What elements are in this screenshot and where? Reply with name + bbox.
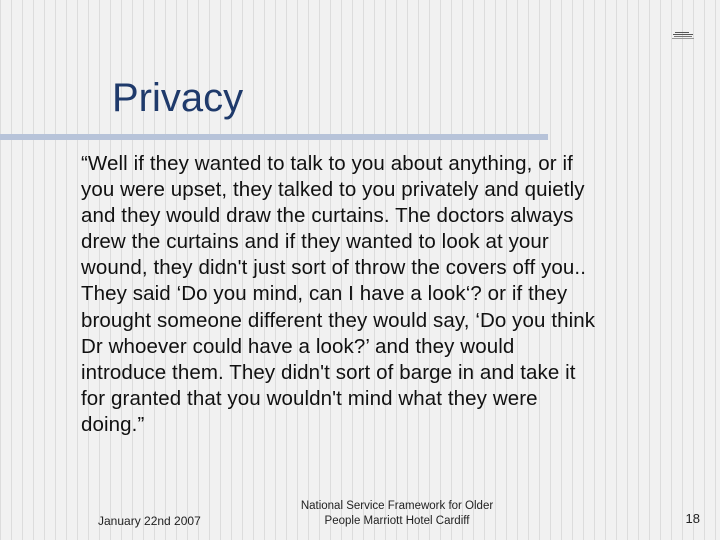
page-number: 18 bbox=[685, 511, 700, 526]
small-logo-icon bbox=[672, 31, 694, 39]
footer-date: January 22nd 2007 bbox=[98, 514, 201, 528]
footer-event: National Service Framework for Older People Marriott Hotel Cardiff bbox=[300, 500, 494, 527]
title-underline bbox=[0, 134, 548, 140]
slide-title: Privacy bbox=[112, 76, 244, 120]
quote-text: “Well if they wanted to talk to you about anything, or if you were upset, they talked to you privately and quietly and they would draw the curtains. The doctors always drew the curtains and if they wanted to look at your wound, they didn't just sort of throw the covers off you.. They said ‘Do you mind, can I have a look‘? or if they brought someone different they would say, ‘Do you think Dr whoever could have a look?’ and they would introduce them. They didn't sort of barge in and take it for granted that you wouldn't mind what they were doing.” bbox=[81, 152, 596, 436]
